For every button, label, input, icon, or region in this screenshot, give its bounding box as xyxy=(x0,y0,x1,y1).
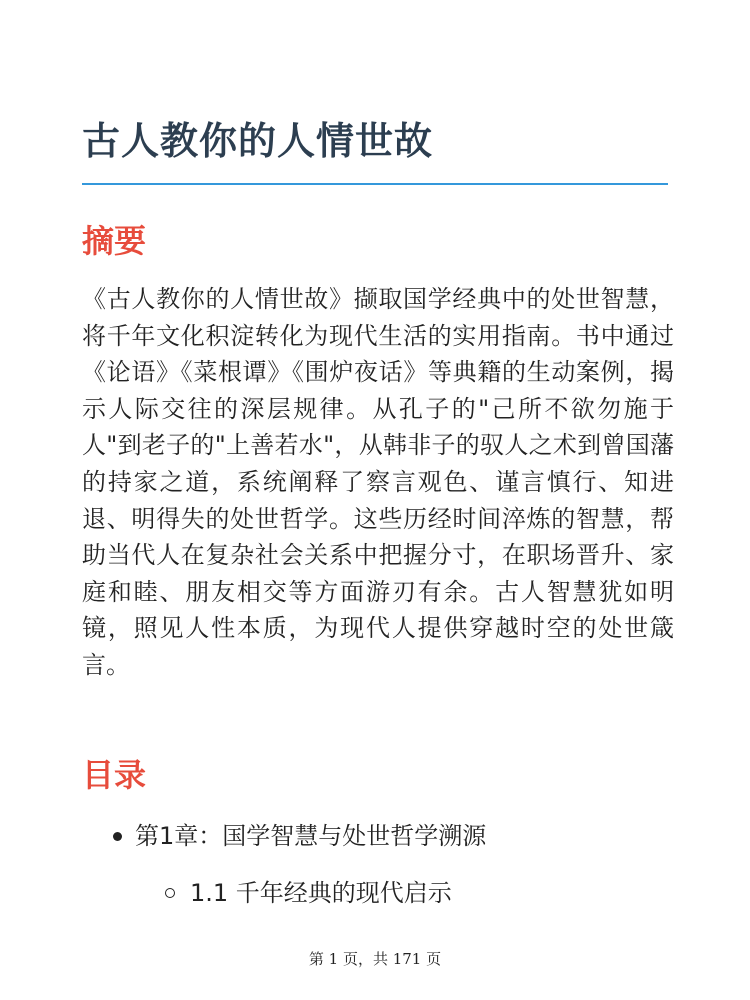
toc-item-label: 1.1 千年经典的现代启示 xyxy=(190,879,452,907)
toc-item-section-1-1 xyxy=(190,875,452,911)
toc-item-chapter-1 xyxy=(135,818,486,854)
bullet-disc-icon xyxy=(113,832,122,841)
page-footer: 第 1 页，共 171 页 xyxy=(308,950,442,968)
abstract-body: 《古人教你的人情世故》撷取国学经典中的处世智慧，将千年文化积淀转化为现代生活的实用指南。书中通过《论语》《菜根谭》《围炉夜话》等典籍的生动案例，揭示人际交往的深层规律。从孔子的"己所不欲勿施于人"到老子的"上善若水"，从韩非子的驭人之术到曾国藩的持家之道，系统阐释了察言观色、谨言慎行、知进退、明得失的处世哲学。这些历经时间淬炼的智慧，帮助当代人在复杂社会关系中把握分寸，在职场晋升、家庭和睦、朋友相交等方面游刃有余。古人智慧犹如明镜，照见人性本质，为现代人提供穿越时空的处世箴言。 xyxy=(82,285,674,679)
toc-item-label: 第1章：国学智慧与处世哲学溯源 xyxy=(135,822,487,850)
toc-heading: 目录 xyxy=(82,756,147,794)
document-title: 古人教你的人情世故 xyxy=(82,119,434,163)
title-divider xyxy=(82,183,668,185)
bullet-circle-icon xyxy=(165,888,175,898)
abstract-heading: 摘要 xyxy=(82,222,147,260)
